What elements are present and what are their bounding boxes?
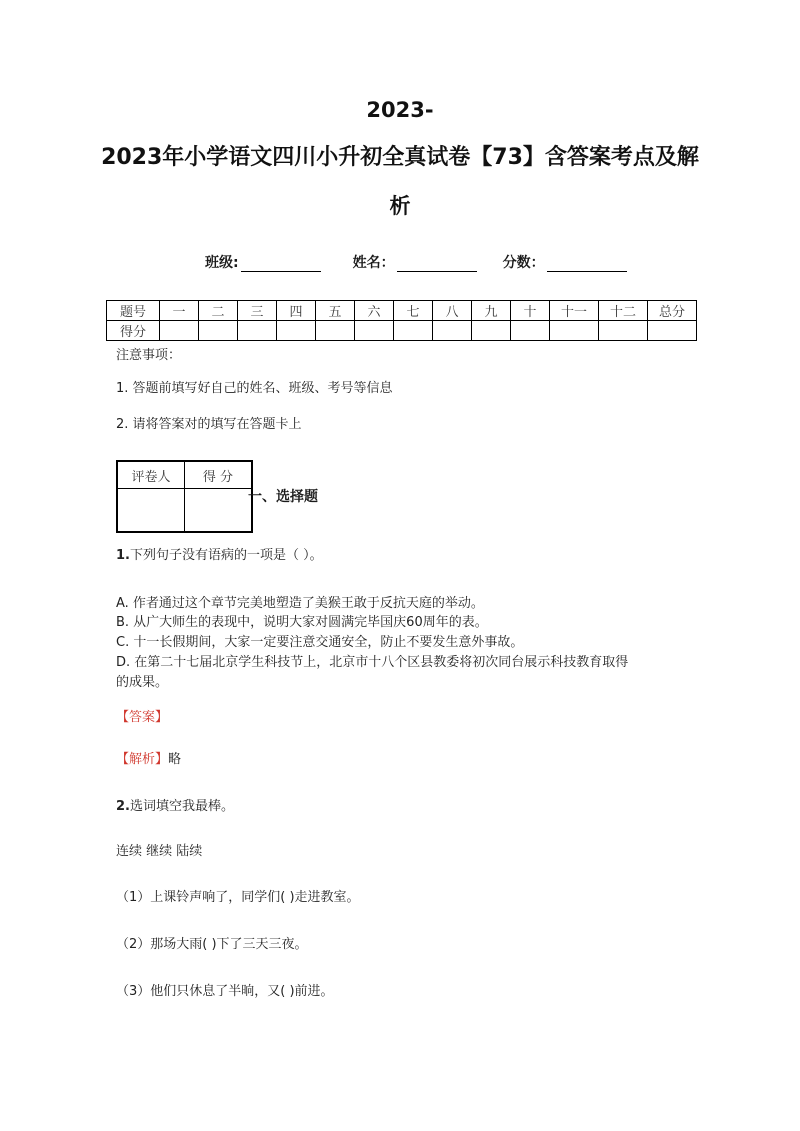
section-title: 一、选择题 [248, 489, 318, 505]
score-cell[interactable] [433, 321, 472, 341]
score-field [503, 252, 627, 272]
score-cell[interactable] [316, 321, 355, 341]
question-number: 2. [116, 799, 130, 814]
score-table [106, 300, 697, 341]
word-choices: 连续 继续 陆续 [116, 844, 203, 859]
grader-name-cell[interactable] [117, 489, 185, 533]
class-blank[interactable] [241, 257, 321, 272]
option-a: A. 作者通过这个章节完美地塑造了美猴王敢于反抗天庭的举动。 [116, 596, 484, 611]
score-cell[interactable] [355, 321, 394, 341]
score-cell[interactable] [238, 321, 277, 341]
header-cell: 七 [394, 301, 433, 321]
score-cell[interactable] [199, 321, 238, 341]
grader-score-cell[interactable] [185, 489, 253, 533]
score-table-header [107, 301, 697, 321]
question-1 [116, 544, 323, 563]
notes-item-2: 2. 请将答案对的填写在答题卡上 [116, 417, 302, 432]
header-cell: 九 [472, 301, 511, 321]
question-stem: 选词填空我最棒。 [129, 799, 234, 814]
question-stem: 下列句子没有语病的一项是（ ）。 [129, 548, 323, 563]
analysis-text: 略 [168, 752, 182, 767]
score-label: 分数： [502, 255, 545, 271]
score-cell[interactable] [277, 321, 316, 341]
score-cell[interactable] [394, 321, 433, 341]
option-d: D. 在第二十七届北京学生科技节上，北京市十八个区县教委将初次同台展示科技教育取得 [116, 655, 629, 670]
score-cell[interactable] [511, 321, 550, 341]
question-number: 1. [116, 548, 130, 563]
name-field [353, 252, 477, 272]
grader-table [116, 460, 253, 533]
title-line-3: 析 [389, 194, 411, 218]
header-cell: 十一 [550, 301, 599, 321]
notes-item-1: 1. 答题前填写好自己的姓名、班级、考号等信息 [116, 381, 393, 396]
header-cell: 八 [433, 301, 472, 321]
header-cell: 五 [316, 301, 355, 321]
header-cell: 总分 [648, 301, 697, 321]
score-blank[interactable] [547, 257, 627, 272]
student-info [205, 252, 645, 272]
fill-item-2: （2）那场大雨( )下了三天三夜。 [116, 937, 308, 952]
notes-heading: 注意事项： [116, 348, 182, 363]
class-label: 班级: [205, 255, 239, 271]
score-cell[interactable] [599, 321, 648, 341]
header-cell: 二 [199, 301, 238, 321]
option-c: C. 十一长假期间，大家一定要注意交通安全，防止不要发生意外事故。 [116, 635, 524, 650]
analysis [116, 748, 181, 767]
answer-label: 【答案】 [116, 710, 169, 725]
header-cell: 一 [160, 301, 199, 321]
name-label: 姓名： [352, 255, 395, 271]
header-cell: 四 [277, 301, 316, 321]
header-cell: 六 [355, 301, 394, 321]
header-cell: 十二 [599, 301, 648, 321]
header-cell: 三 [238, 301, 277, 321]
header-cell: 题号 [107, 301, 160, 321]
score-cell[interactable] [648, 321, 697, 341]
score-cell[interactable] [472, 321, 511, 341]
analysis-label: 【解析】 [116, 752, 169, 767]
fill-item-1: （1）上课铃声响了，同学们( )走进教室。 [116, 890, 360, 905]
grader-score-label: 得 分 [185, 461, 253, 489]
header-cell: 十 [511, 301, 550, 321]
option-b: B. 从广大师生的表现中，说明大家对圆满完毕国庆60周年的表。 [116, 615, 488, 630]
grader-label: 评卷人 [117, 461, 185, 489]
score-cell[interactable] [160, 321, 199, 341]
title-line-2: 2023年小学语文四川小升初全真试卷【73】含答案考点及解 [101, 145, 699, 170]
name-blank[interactable] [397, 257, 477, 272]
class-field [205, 252, 321, 272]
row-label: 得分 [107, 321, 160, 341]
fill-item-3: （3）他们只休息了半晌，又( )前进。 [116, 984, 334, 999]
option-d-cont: 的成果。 [116, 675, 169, 690]
score-cell[interactable] [550, 321, 599, 341]
question-2 [116, 795, 234, 814]
score-table-row [107, 321, 697, 341]
title-line-1: 2023- [366, 98, 434, 122]
